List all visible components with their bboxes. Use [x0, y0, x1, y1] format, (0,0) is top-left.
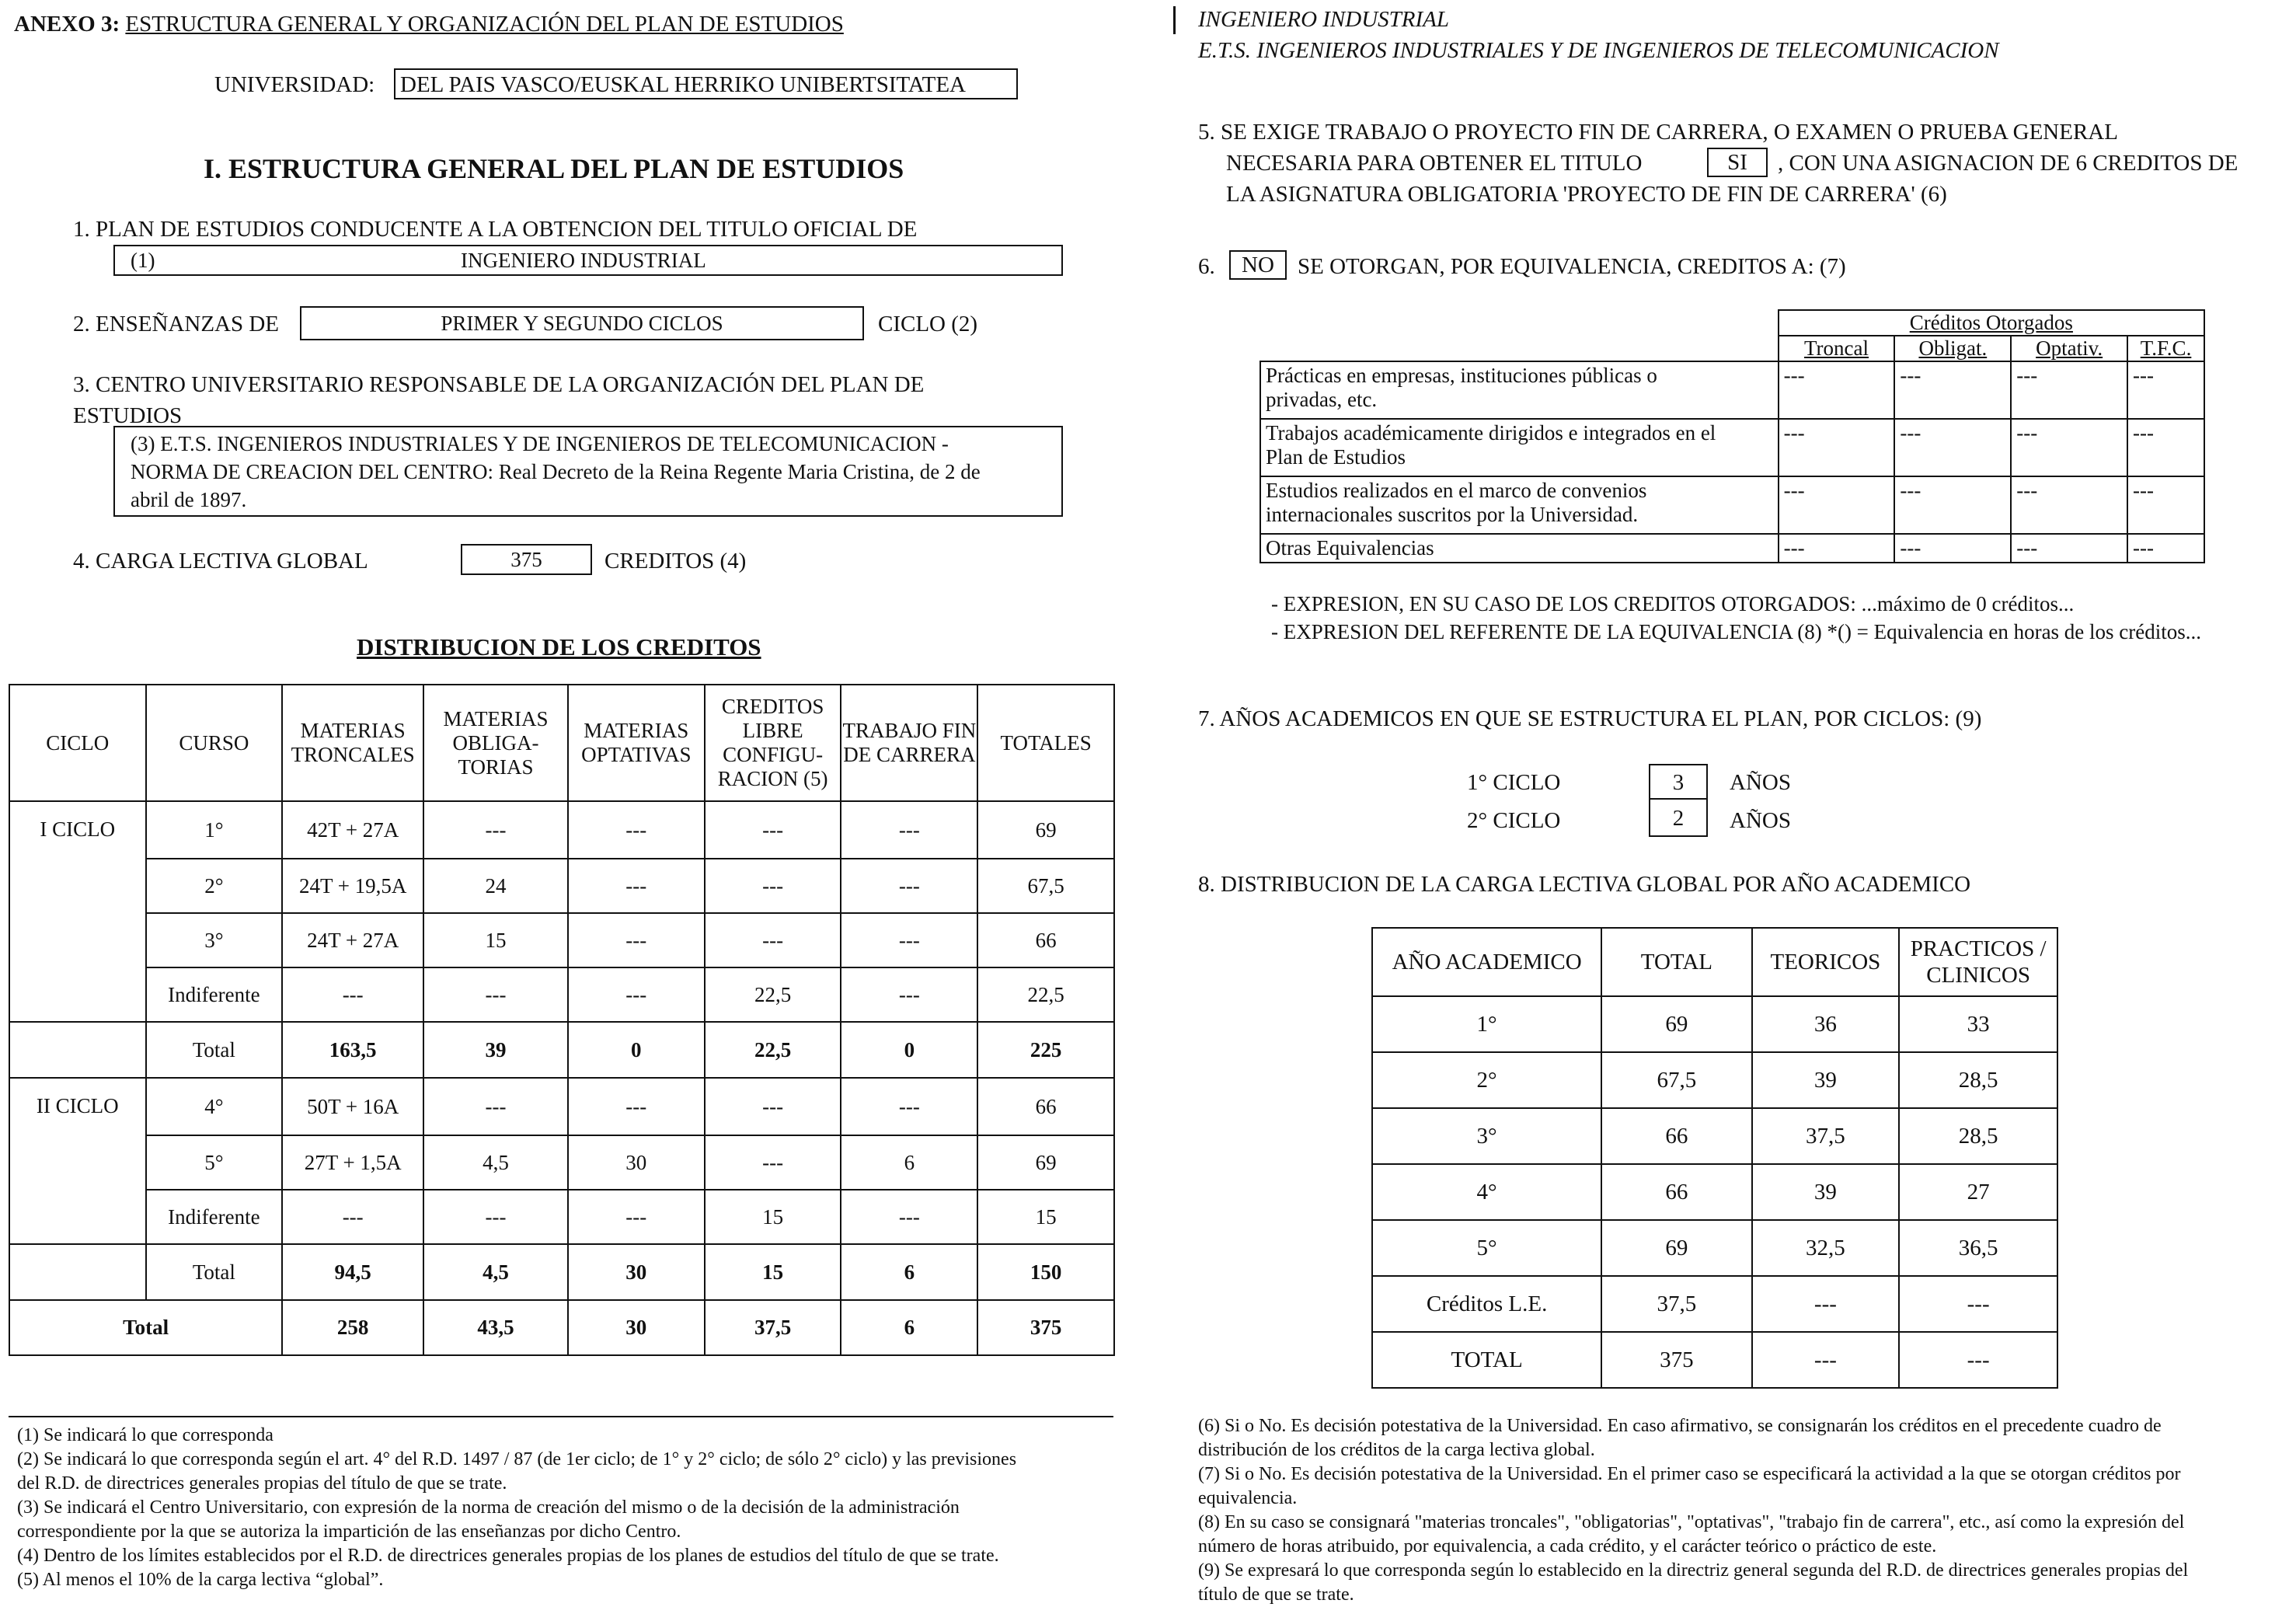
dist-row [9, 1022, 1114, 1078]
dist-value-cell: --- [568, 967, 705, 1022]
equiv-value-cell: --- [1779, 534, 1895, 563]
equiv-label-line: internacionales suscritos por la Universidad. [1266, 503, 1639, 526]
equiv-label-line: Prácticas en empresas, instituciones públicas o [1266, 364, 1657, 387]
carga-row [1372, 1164, 2057, 1220]
dist-curso-cell: Indiferente [146, 967, 283, 1022]
item1-value: INGENIERO INDUSTRIAL [461, 249, 706, 272]
dist-total-cell: 375 [977, 1300, 1114, 1355]
dist-total-cell: 258 [282, 1300, 423, 1355]
footnote-9: (9) Se expresará lo que corresponda según lo establecido en la directriz general segunda del R.D. de directrices generales propias del [1198, 1560, 2189, 1581]
dist-total-cell: 37,5 [705, 1300, 841, 1355]
dist-value-cell: 15 [423, 913, 568, 967]
dist-curso-cell: Indiferente [146, 1190, 283, 1244]
equiv-value-cell: --- [2127, 361, 2204, 419]
equiv-row-label [1260, 476, 1779, 534]
equiv-row-label [1260, 534, 1779, 563]
dist-header-cell: TOTALES [977, 685, 1114, 801]
dist-value-cell: --- [705, 801, 841, 859]
dist-value-cell: 50T + 16A [282, 1078, 423, 1135]
dist-row [9, 913, 1114, 967]
dist-ciclo-cell [9, 1022, 146, 1078]
dist-row [9, 859, 1114, 913]
dist-title: DISTRIBUCION DE LOS CREDITOS [357, 633, 761, 661]
carga-row [1372, 1276, 2057, 1332]
expresion-2: - EXPRESION DEL REFERENTE DE LA EQUIVALENCIA (8) *() = Equivalencia en horas de los créditos... [1271, 620, 2202, 643]
page-divider-mark [1173, 6, 1176, 34]
carga-value-cell: --- [1752, 1276, 1900, 1332]
footnote-7: (7) Si o No. Es decisión potestativa de la Universidad. En el primer caso se especificará la actividad a la que se otorgan créditos por [1198, 1464, 2181, 1484]
item7-unit-2: AÑOS [1730, 808, 1791, 833]
item3-label-a: 3. CENTRO UNIVERSITARIO RESPONSABLE DE LA ORGANIZACIÓN DEL PLAN DE [73, 372, 925, 397]
item7-value-1: 3 [1649, 764, 1708, 800]
dist-value-cell: --- [568, 913, 705, 967]
footnote-2-cont: del R.D. de directrices generales propias del título de que se trate. [17, 1473, 507, 1494]
dist-value-cell: --- [705, 1135, 841, 1190]
item3-label-b: ESTUDIOS [73, 403, 183, 428]
carga-row [1372, 1052, 2057, 1108]
carga-year-cell: 2° [1372, 1052, 1601, 1108]
dist-value-cell: --- [423, 1078, 568, 1135]
dist-value-cell: 6 [841, 1135, 977, 1190]
carga-header-cell: PRACTICOS / CLINICOS [1899, 928, 2057, 996]
dist-total-cell: 30 [568, 1300, 705, 1355]
equiv-label-line: Otras Equivalencias [1266, 536, 1434, 559]
dist-header-cell: MATERIAS OPTATIVAS [568, 685, 705, 801]
dist-value-cell: --- [705, 1078, 841, 1135]
carga-year-cell: 5° [1372, 1220, 1601, 1276]
dist-curso-cell: Total [146, 1244, 283, 1300]
item7-label: 7. AÑOS ACADEMICOS EN QUE SE ESTRUCTURA EL PLAN, POR CICLOS: (9) [1198, 706, 1982, 731]
dist-total-cell: 43,5 [423, 1300, 568, 1355]
annex-heading [14, 11, 844, 37]
item2-label: 2. ENSEÑANZAS DE [73, 312, 280, 336]
equiv-value-cell: --- [1894, 534, 2011, 563]
carga-value-cell: 36 [1752, 996, 1900, 1052]
equiv-value-cell: --- [2011, 361, 2127, 419]
dist-value-cell: 94,5 [282, 1244, 423, 1300]
dist-value-cell: 66 [977, 913, 1114, 967]
dist-value-cell: 69 [977, 801, 1114, 859]
item2-field: PRIMER Y SEGUNDO CICLOS [300, 306, 864, 340]
dist-row [9, 1135, 1114, 1190]
dist-curso-cell: 4° [146, 1078, 283, 1135]
dist-value-cell: --- [423, 967, 568, 1022]
dist-header-row [9, 685, 1114, 801]
dist-ciclo-cell: II CICLO [9, 1078, 146, 1244]
dist-ciclo-cell: I CICLO [9, 801, 146, 1022]
equiv-row-label [1260, 361, 1779, 419]
carga-value-cell: 67,5 [1601, 1052, 1751, 1108]
carga-header-cell: TEORICOS [1752, 928, 1900, 996]
right-header-2: E.T.S. INGENIEROS INDUSTRIALES Y DE INGENIEROS DE TELECOMUNICACION [1198, 38, 1999, 63]
equiv-value-cell: --- [2011, 476, 2127, 534]
expresion-1: - EXPRESION, EN SU CASO DE LOS CREDITOS OTORGADOS: ...máximo de 0 créditos... [1271, 592, 2075, 615]
equiv-value-cell: --- [2127, 419, 2204, 476]
dist-value-cell: 67,5 [977, 859, 1114, 913]
left-footnotes [17, 1424, 1016, 1592]
item2-suffix: CICLO (2) [878, 312, 978, 336]
equiv-value-cell: --- [1894, 476, 2011, 534]
item3-line2: NORMA DE CREACION DEL CENTRO: Real Decreto de la Reina Regente Maria Cristina, de 2 de [131, 460, 981, 483]
dist-value-cell: 0 [841, 1022, 977, 1078]
dist-value-cell: 15 [705, 1190, 841, 1244]
footnote-9-cont: título de que se trate. [1198, 1584, 1354, 1605]
dist-value-cell: 24T + 27A [282, 913, 423, 967]
equiv-label-line: Trabajos académicamente dirigidos e integrados en el [1266, 421, 1716, 444]
carga-value-cell: --- [1899, 1276, 2057, 1332]
dist-value-cell: 22,5 [705, 967, 841, 1022]
dist-value-cell: 6 [841, 1244, 977, 1300]
dist-header-cell: CURSO [146, 685, 283, 801]
equiv-row [1260, 534, 2204, 563]
dist-value-cell: 163,5 [282, 1022, 423, 1078]
dist-value-cell: 22,5 [705, 1022, 841, 1078]
dist-ciclo-cell [9, 1244, 146, 1300]
dist-value-cell: 225 [977, 1022, 1114, 1078]
dist-value-cell: 27T + 1,5A [282, 1135, 423, 1190]
carga-value-cell: 28,5 [1899, 1052, 2057, 1108]
carga-value-cell: 66 [1601, 1164, 1751, 1220]
item1-note: (1) [131, 249, 155, 272]
carga-row [1372, 996, 2057, 1052]
item4-label: 4. CARGA LECTIVA GLOBAL [73, 549, 368, 573]
carga-header-cell: AÑO ACADEMICO [1372, 928, 1601, 996]
carga-value-cell: --- [1899, 1332, 2057, 1388]
left-footnote-rule [9, 1416, 1113, 1417]
carga-value-cell: 32,5 [1752, 1220, 1900, 1276]
equiv-value-cell: --- [1779, 361, 1895, 419]
dist-value-cell: 24T + 19,5A [282, 859, 423, 913]
equiv-header-cell: Troncal [1779, 336, 1895, 361]
carga-value-cell: 69 [1601, 1220, 1751, 1276]
carga-value-cell: 69 [1601, 996, 1751, 1052]
dist-row [9, 1078, 1114, 1135]
item5-line2a: NECESARIA PARA OBTENER EL TITULO [1226, 151, 1643, 176]
carga-value-cell: 33 [1899, 996, 2057, 1052]
equiv-value-cell: --- [1894, 419, 2011, 476]
item8-label: 8. DISTRIBUCION DE LA CARGA LECTIVA GLOBAL POR AÑO ACADEMICO [1198, 872, 1971, 897]
carga-year-cell: Créditos L.E. [1372, 1276, 1601, 1332]
dist-value-cell: 24 [423, 859, 568, 913]
dist-value-cell: --- [282, 1190, 423, 1244]
dist-value-cell: --- [705, 913, 841, 967]
footnote-6: (6) Si o No. Es decisión potestativa de la Universidad. En caso afirmativo, se consignarán los créditos en el precedente cuadro de [1198, 1416, 2162, 1436]
item7-value-2: 2 [1649, 798, 1708, 837]
footnote-1: (1) Se indicará lo que corresponda [17, 1425, 273, 1445]
dist-value-cell: 22,5 [977, 967, 1114, 1022]
footnote-7-cont: equivalencia. [1198, 1488, 1298, 1508]
dist-total-row [9, 1300, 1114, 1355]
carga-value-cell: 28,5 [1899, 1108, 2057, 1164]
dist-total-label: Total [9, 1300, 282, 1355]
equiv-row [1260, 419, 2204, 476]
dist-value-cell: 4,5 [423, 1135, 568, 1190]
dist-value-cell: 4,5 [423, 1244, 568, 1300]
dist-value-cell: --- [841, 967, 977, 1022]
equiv-row-label [1260, 419, 1779, 476]
carga-value-cell: 39 [1752, 1164, 1900, 1220]
item5-line2b: , CON UNA ASIGNACION DE 6 CREDITOS DE [1778, 151, 2239, 176]
dist-row [9, 1190, 1114, 1244]
item5-field: SI [1707, 148, 1768, 177]
footnote-8-cont: número de horas atribuido, por equivalencia, a cada crédito, y el carácter teórico o práctico de este. [1198, 1536, 1937, 1556]
university-label: UNIVERSIDAD: [214, 72, 375, 97]
dist-value-cell: --- [568, 859, 705, 913]
dist-value-cell: 69 [977, 1135, 1114, 1190]
dist-value-cell: --- [841, 859, 977, 913]
footnote-4: (4) Dentro de los límites establecidos por el R.D. de directrices generales propias de los planes de estudios del título de que se trate. [17, 1546, 999, 1566]
dist-value-cell: --- [282, 967, 423, 1022]
equiv-value-cell: --- [2011, 419, 2127, 476]
dist-value-cell: 150 [977, 1244, 1114, 1300]
carga-table [1371, 927, 2058, 1389]
carga-year-cell: 1° [1372, 996, 1601, 1052]
equivalence-table [1259, 309, 2205, 563]
footnote-3-cont: correspondiente por la que se autoriza la impartición de las enseñanzas por dicho Centro. [17, 1522, 681, 1542]
equiv-group-header: Créditos Otorgados [1779, 310, 2204, 336]
item4-field: 375 [461, 544, 592, 575]
equiv-row [1260, 361, 2204, 419]
carga-value-cell: 27 [1899, 1164, 2057, 1220]
right-header-1: INGENIERO INDUSTRIAL [1198, 7, 1450, 32]
item5-line3: LA ASIGNATURA OBLIGATORIA 'PROYECTO DE FIN DE CARRERA' (6) [1226, 182, 1947, 207]
equiv-value-cell: --- [2011, 534, 2127, 563]
dist-value-cell: 42T + 27A [282, 801, 423, 859]
dist-value-cell: 66 [977, 1078, 1114, 1135]
dist-value-cell: --- [423, 1190, 568, 1244]
equiv-value-cell: --- [1779, 419, 1895, 476]
dist-curso-cell: 2° [146, 859, 283, 913]
annex-label: ANEXO 3: [14, 12, 120, 37]
dist-row [9, 967, 1114, 1022]
dist-value-cell: --- [423, 801, 568, 859]
dist-value-cell: --- [568, 1078, 705, 1135]
dist-value-cell: 15 [977, 1190, 1114, 1244]
dist-value-cell: --- [568, 1190, 705, 1244]
equiv-header-cell: Optativ. [2011, 336, 2127, 361]
item1-label: 1. PLAN DE ESTUDIOS CONDUCENTE A LA OBTENCION DEL TITULO OFICIAL DE [73, 217, 918, 242]
footnote-2: (2) Se indicará lo que corresponda según el art. 4° del R.D. 1497 / 87 (de 1er ciclo; de 1° y 2° ciclo; de sólo 2° ciclo) y las previsiones [17, 1449, 1017, 1469]
dist-value-cell: 39 [423, 1022, 568, 1078]
equiv-label-line: privadas, etc. [1266, 388, 1378, 411]
distribution-table [9, 684, 1115, 1356]
annex-title: ESTRUCTURA GENERAL Y ORGANIZACIÓN DEL PLAN DE ESTUDIOS [125, 12, 844, 37]
equiv-row [1260, 476, 2204, 534]
carga-year-cell: 3° [1372, 1108, 1601, 1164]
right-footnotes [1198, 1414, 2286, 1607]
dist-value-cell: --- [841, 801, 977, 859]
carga-row [1372, 1108, 2057, 1164]
carga-value-cell: 37,5 [1601, 1276, 1751, 1332]
equiv-value-cell: --- [2127, 534, 2204, 563]
dist-total-cell: 6 [841, 1300, 977, 1355]
dist-value-cell: --- [568, 801, 705, 859]
equiv-header-cell: Obligat. [1894, 336, 2011, 361]
carga-value-cell: 39 [1752, 1052, 1900, 1108]
footnote-3: (3) Se indicará el Centro Universitario, con expresión de la norma de creación del mismo o de la decisión de la administración [17, 1497, 960, 1518]
footnote-8: (8) En su caso se consignará "materias troncales", "obligatorias", "optativas", "trabajo fin de carrera", etc., así como la expresión del [1198, 1512, 2185, 1532]
carga-header-row [1372, 928, 2057, 996]
dist-curso-cell: Total [146, 1022, 283, 1078]
dist-value-cell: --- [841, 913, 977, 967]
carga-value-cell: 37,5 [1752, 1108, 1900, 1164]
carga-row [1372, 1220, 2057, 1276]
dist-value-cell: 30 [568, 1135, 705, 1190]
dist-row [9, 801, 1114, 859]
equiv-header-cell: T.F.C. [2127, 336, 2204, 361]
item7-ciclo-2: 2° CICLO [1467, 808, 1561, 833]
dist-header-cell: TRABAJO FIN DE CARRERA [841, 685, 977, 801]
dist-curso-cell: 3° [146, 913, 283, 967]
item7-ciclo-1: 1° CICLO [1467, 770, 1561, 795]
equiv-value-cell: --- [1894, 361, 2011, 419]
item3-line3: abril de 1897. [131, 488, 247, 511]
carga-value-cell: 66 [1601, 1108, 1751, 1164]
dist-curso-cell: 1° [146, 801, 283, 859]
dist-curso-cell: 5° [146, 1135, 283, 1190]
dist-header-cell: CREDITOS LIBRE CONFIGU-RACION (5) [705, 685, 841, 801]
carga-value-cell: 36,5 [1899, 1220, 2057, 1276]
carga-header-cell: TOTAL [1601, 928, 1751, 996]
carga-row [1372, 1332, 2057, 1388]
dist-header-cell: CICLO [9, 685, 146, 801]
item6-field: NO [1229, 250, 1287, 280]
main-heading: I. ESTRUCTURA GENERAL DEL PLAN DE ESTUDIOS [204, 153, 904, 184]
equiv-label-line: Estudios realizados en el marco de convenios [1266, 479, 1647, 502]
dist-value-cell: --- [841, 1078, 977, 1135]
item6-num: 6. [1198, 254, 1215, 279]
item3-field [113, 426, 1063, 517]
item1-field [113, 245, 1063, 276]
item5-line1: 5. SE EXIGE TRABAJO O PROYECTO FIN DE CARRERA, O EXAMEN O PRUEBA GENERAL [1198, 120, 2118, 145]
dist-value-cell: --- [841, 1190, 977, 1244]
equiv-label-line: Plan de Estudios [1266, 445, 1406, 469]
item4-suffix: CREDITOS (4) [604, 549, 747, 573]
item6-label: SE OTORGAN, POR EQUIVALENCIA, CREDITOS A: (7) [1298, 254, 1846, 279]
university-field: DEL PAIS VASCO/EUSKAL HERRIKO UNIBERTSITATEA [394, 68, 1018, 99]
dist-header-cell: MATERIAS OBLIGA-TORIAS [423, 685, 568, 801]
carga-year-cell: 4° [1372, 1164, 1601, 1220]
footnote-5: (5) Al menos el 10% de la carga lectiva “global”. [17, 1570, 384, 1590]
carga-value-cell: 375 [1601, 1332, 1751, 1388]
dist-header-cell: MATERIAS TRONCALES [282, 685, 423, 801]
item7-unit-1: AÑOS [1730, 770, 1791, 795]
footnote-6-cont: distribución de los créditos de la carga lectiva global. [1198, 1440, 1595, 1460]
dist-value-cell: --- [705, 859, 841, 913]
dist-row [9, 1244, 1114, 1300]
dist-value-cell: 30 [568, 1244, 705, 1300]
carga-value-cell: --- [1752, 1332, 1900, 1388]
dist-value-cell: 15 [705, 1244, 841, 1300]
equiv-value-cell: --- [1779, 476, 1895, 534]
dist-value-cell: 0 [568, 1022, 705, 1078]
item3-line1: (3) E.T.S. INGENIEROS INDUSTRIALES Y DE INGENIEROS DE TELECOMUNICACION - [131, 432, 949, 455]
equiv-value-cell: --- [2127, 476, 2204, 534]
carga-year-cell: TOTAL [1372, 1332, 1601, 1388]
